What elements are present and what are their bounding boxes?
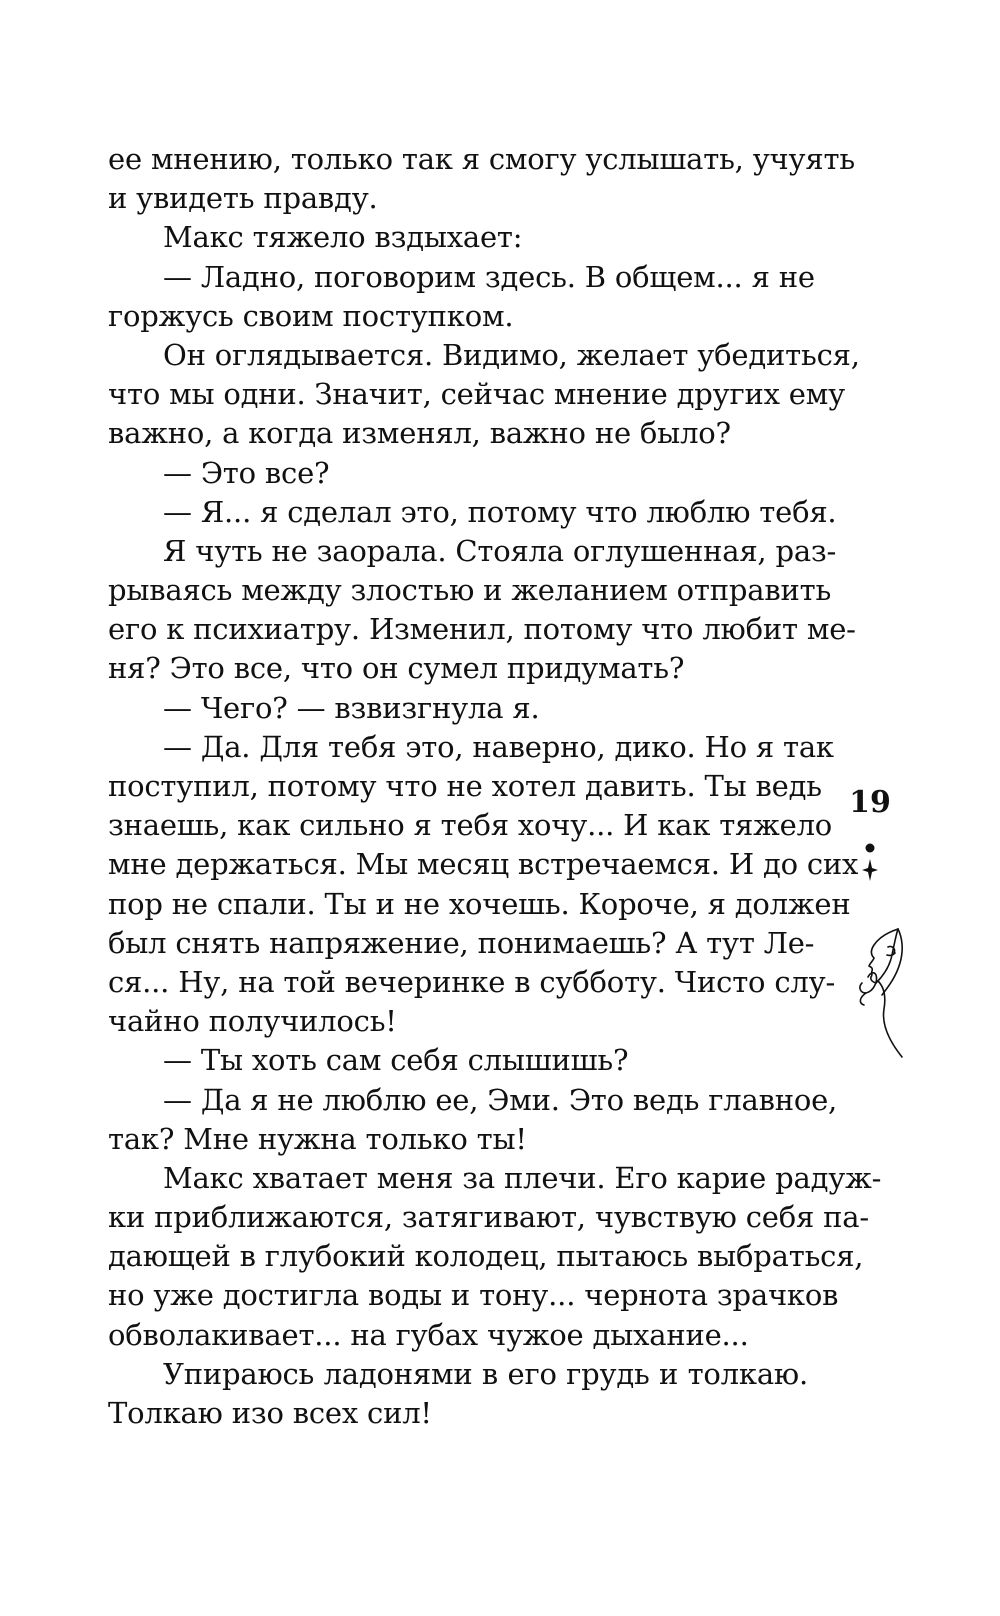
text-line: Он оглядывается. Видимо, желает убедиться, <box>163 337 860 372</box>
text-line: важно, а когда изменял, важно не было? <box>108 416 731 451</box>
text-line: дающей в глубокий колодец, пытаюсь выбраться, <box>108 1239 864 1274</box>
text-line: — Это все? <box>163 455 330 490</box>
text-line: чайно получилось! <box>108 1004 397 1039</box>
text-line: Я чуть не заорала. Стояла оглушенная, раз- <box>163 533 837 568</box>
text-line: и увидеть правду. <box>108 181 378 216</box>
text-line: ня? Это все, что он сумел придумать? <box>108 651 685 686</box>
text-line: мне держаться. Мы месяц встречаемся. И до сих <box>108 847 859 882</box>
text-line: ся... Ну, на той вечеринке в субботу. Чисто слу- <box>108 964 836 999</box>
text-line: Макс тяжело вздыхает: <box>163 220 523 255</box>
text-line: обволакивает... на губах чужое дыхание... <box>108 1317 749 1352</box>
text-line: пор не спали. Ты и не хочешь. Короче, я должен <box>108 886 851 921</box>
face-line-art-icon <box>840 925 920 1060</box>
text-line: знаешь, как сильно я тебя хочу... И как тяжело <box>108 808 833 843</box>
text-line: ки приближаются, затягивают, чувствую себя па- <box>108 1200 869 1235</box>
text-line: рываясь между злостью и желанием отправить <box>108 573 832 608</box>
text-line: Упираюсь ладонями в его грудь и толкаю. <box>163 1356 808 1391</box>
text-line: что мы одни. Значит, сейчас мнение других ему <box>108 377 845 412</box>
text-line: поступил, потому что не хотел давить. Ты ведь <box>108 769 822 803</box>
page-number: 19 <box>849 785 891 820</box>
text-line: — Ладно, поговорим здесь. В общем... я не <box>163 259 815 294</box>
text-line: — Да. Для тебя это, наверно, дико. Но я так <box>163 729 834 764</box>
text-line: так? Мне нужна только ты! <box>108 1121 527 1156</box>
text-line: — Да я не люблю ее, Эми. Это ведь главное, <box>163 1082 838 1117</box>
dot-and-sparkle-icon <box>840 842 900 882</box>
text-line: Толкаю изо всех сил! <box>108 1396 432 1430</box>
text-line: ее мнению, только так я смогу услышать, учуять <box>108 142 855 176</box>
text-line: горжусь своим поступком. <box>108 298 514 333</box>
text-line: Макс хватает меня за плечи. Его карие радуж- <box>163 1160 882 1195</box>
text-line: был снять напряжение, понимаешь? А тут Ле- <box>108 925 815 960</box>
text-line: — Я... я сделал это, потому что люблю тебя. <box>163 494 837 529</box>
text-line: — Ты хоть сам себя слышишь? <box>163 1043 629 1078</box>
text-line: его к психиатру. Изменил, потому что любит ме- <box>108 612 856 647</box>
text-line: — Чего? — взвизгнула я. <box>163 690 540 725</box>
text-line: но уже достигла воды и тону... чернота зрачков <box>108 1278 839 1313</box>
